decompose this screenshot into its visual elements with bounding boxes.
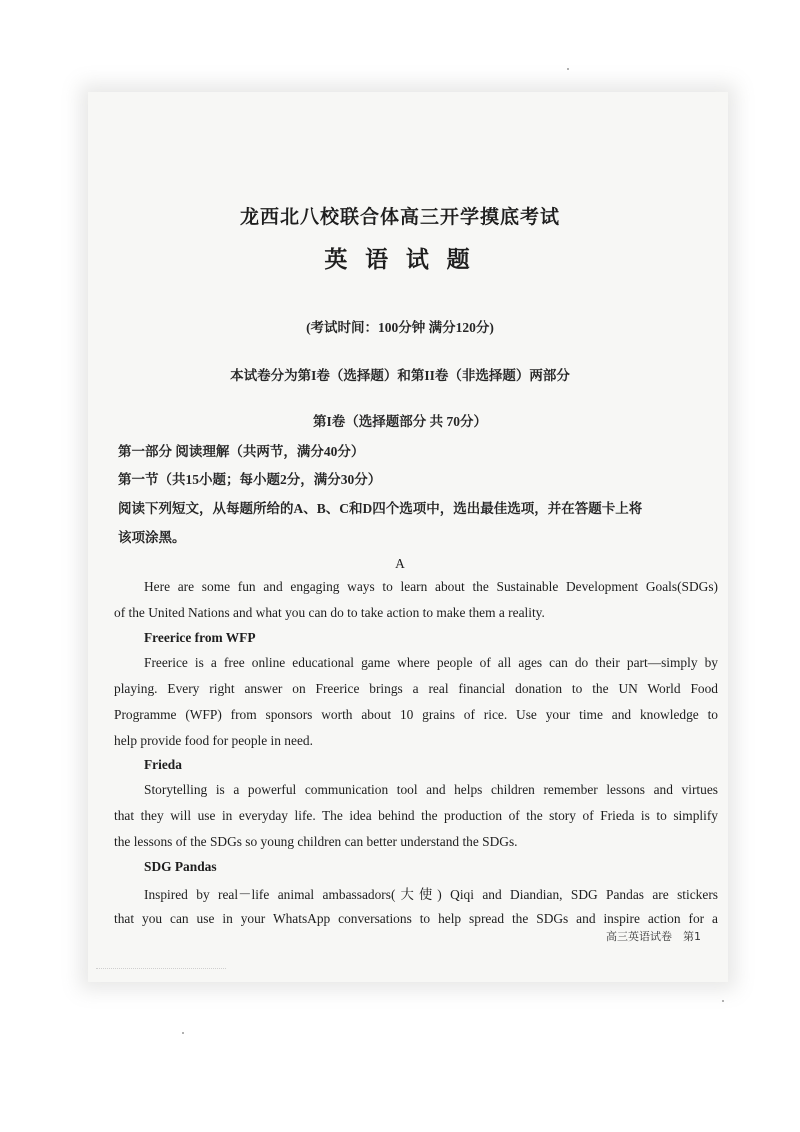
passage-line: help provide food for people in need.: [114, 733, 313, 748]
subject-title: 英 语 试 题: [324, 247, 476, 272]
scan-dust: [722, 1000, 724, 1002]
section-title-frieda: Frieda: [144, 757, 182, 772]
scan-dust: [182, 1032, 184, 1034]
exam-title: 龙西北八校联合体高三开学摸底考试: [239, 207, 560, 228]
passage-line: Programme (WFP) from sponsors worth about 10 grains of rice. Use your time and knowledge to: [114, 707, 718, 722]
volume-heading: 第I卷（选择题部分 共 70分）: [312, 414, 487, 429]
instruction-line: 阅读下列短文，从每题所给的A、B、C和D四个选项中，选出最佳选项，并在答题卡上将: [118, 501, 643, 516]
page-footer: 高三英语试卷 第1: [606, 930, 701, 943]
scan-dust: [567, 68, 569, 70]
passage-label: A: [395, 556, 405, 571]
passage-line: playing. Every right answer on Freerice brings a real financial donation to the UN World Food: [114, 681, 718, 696]
section-title-sdg-pandas: SDG Pandas: [144, 859, 217, 874]
passage-line: Here are some fun and engaging ways to learn about the Sustainable Development Goals(SDGs): [144, 579, 718, 594]
passage-line: Storytelling is a powerful communication tool and helps children remember lessons and virtues: [144, 782, 718, 797]
scan-smudge: [96, 968, 226, 979]
section-title-freerice: Freerice from WFP: [144, 630, 256, 645]
passage-line: that they will use in everyday life. The idea behind the production of the story of Frieda is to simplify: [114, 808, 718, 823]
section-heading: 第一节（共15小题；每小题2分，满分30分）: [118, 472, 382, 487]
part-heading: 第一部分 阅读理解（共两节，满分40分）: [118, 444, 365, 459]
exam-structure: 本试卷分为第I卷（选择题）和第II卷（非选择题）两部分: [230, 368, 570, 383]
passage-line: of the United Nations and what you can do to take action to make them a reality.: [114, 605, 545, 620]
passage-line: Inspired by real－life animal ambassadors(大使) Qiqi and Diandian, SDG Pandas are stickers: [144, 887, 718, 902]
instruction-line: 该项涂黑。: [118, 530, 186, 545]
passage-line: Freerice is a free online educational game where people of all ages can do their part—simply by: [144, 655, 718, 670]
exam-time-score: (考试时间：100分钟 满分120分): [306, 320, 494, 335]
passage-line: that you can use in your WhatsApp conversations to help spread the SDGs and inspire action for a: [114, 911, 718, 926]
passage-line: the lessons of the SDGs so young children can better understand the SDGs.: [114, 834, 518, 849]
